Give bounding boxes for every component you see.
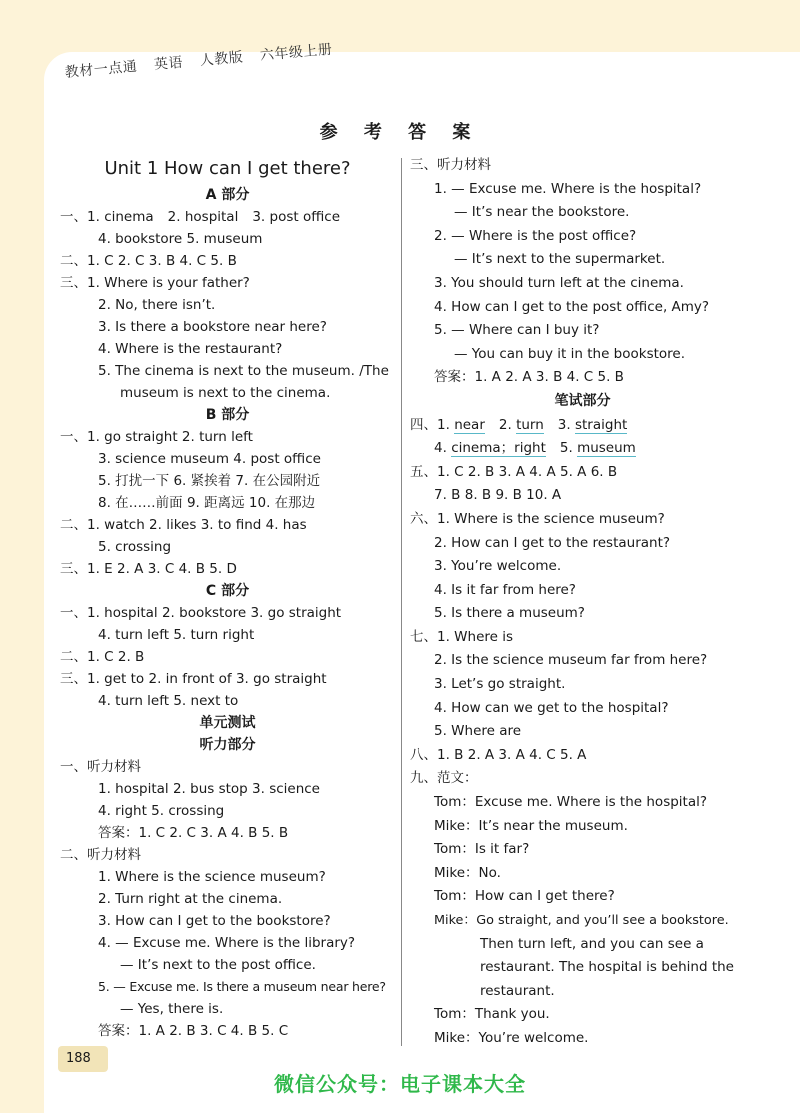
- answer-line: — It’s next to the post office.: [120, 957, 316, 973]
- dialogue-line: Then turn left, and you can see a: [480, 935, 704, 952]
- dialogue-line: Tom：Thank you.: [434, 1006, 550, 1023]
- answer-line: 二、1. C 2. B: [60, 649, 145, 665]
- answer-line: 一、1. hospital 2. bookstore 3. go straight: [60, 605, 342, 621]
- answer-line: 4. Where is the restaurant?: [98, 341, 283, 357]
- answer-line: 7. B 8. B 9. B 10. A: [434, 487, 562, 504]
- answer-line: 一、1. go straight 2. turn left: [60, 429, 253, 445]
- answer-line: 三、1. E 2. A 3. C 4. B 5. D: [60, 561, 237, 577]
- unit-title: Unit 1 How can I get there?: [104, 158, 351, 179]
- answer-line: 二、听力材料: [60, 847, 141, 863]
- answer-line: 答案：1. A 2. A 3. B 4. C 5. B: [434, 369, 624, 386]
- answer-line: 3. You’re welcome.: [434, 558, 562, 575]
- answer-line: 1. hospital 2. bus stop 3. science: [98, 781, 320, 797]
- written-section-heading: 笔试部分: [554, 392, 611, 409]
- page-number: 188: [58, 1046, 108, 1072]
- answer-line: 5. — Excuse me. Is there a museum near here?: [98, 979, 386, 994]
- answer-line: museum is next to the cinema.: [120, 385, 331, 401]
- answer-line: 3. How can I get to the bookstore?: [98, 913, 331, 929]
- answer-line: 3. You should turn left at the cinema.: [434, 274, 684, 291]
- dialogue-line: Mike：No.: [434, 864, 501, 881]
- answer-line: 4. right 5. crossing: [98, 803, 225, 819]
- dialogue-line: Tom：Excuse me. Where is the hospital?: [434, 794, 708, 811]
- column-divider: [401, 158, 402, 1046]
- answer-line: 5. Where are: [434, 723, 522, 740]
- answer-line: 1. — Excuse me. Where is the hospital?: [434, 180, 702, 197]
- answer-line: 答案：1. C 2. C 3. A 4. B 5. B: [98, 825, 289, 841]
- answer-line: — It’s next to the supermarket.: [454, 251, 666, 268]
- answer-line: 4. How can I get to the post office, Amy?: [434, 298, 710, 315]
- unit-test-heading: 单元测试: [199, 715, 256, 731]
- answer-line: 8. 在……前面 9. 距离远 10. 在那边: [98, 495, 316, 511]
- answer-line: 九、范文：: [410, 770, 478, 787]
- watermark: 微信公众号：电子课本大全: [274, 1072, 526, 1096]
- right-column: [410, 154, 755, 1051]
- answer-line: 4. cinema；right 5. museum: [434, 440, 636, 457]
- answer-line: 5. 打扰一下 6. 紧挨着 7. 在公园附近: [98, 473, 321, 489]
- dialogue-line: Tom：How can I get there?: [434, 888, 615, 905]
- answer-line: 5. — Where can I buy it?: [434, 322, 600, 339]
- answer-line: 二、1. C 2. C 3. B 4. C 5. B: [60, 253, 237, 269]
- answer-line: 3. science museum 4. post office: [98, 451, 321, 467]
- answer-line: — Yes, there is.: [120, 1001, 224, 1017]
- answer-line: 三、1. Where is your father?: [60, 275, 250, 291]
- dialogue-line: Mike：It’s near the museum.: [434, 817, 628, 834]
- subject: 英语: [153, 54, 184, 74]
- answer-line: 4. Is it far from here?: [434, 581, 576, 598]
- answer-line: 5. crossing: [98, 539, 172, 555]
- section-a-heading: A 部分: [205, 187, 250, 203]
- answer-line: 4. How can we get to the hospital?: [434, 699, 669, 716]
- dialogue-line: restaurant.: [480, 982, 555, 999]
- answer-line: 5. The cinema is next to the museum. /The: [98, 363, 389, 379]
- answer-line: 四、1. near 2. turn 3. straight: [410, 416, 628, 433]
- section-c-heading: C 部分: [205, 583, 250, 599]
- answer-line: 三、1. get to 2. in front of 3. go straight: [60, 671, 327, 687]
- grade: 六年级上册: [259, 41, 333, 64]
- section-b-heading: B 部分: [205, 407, 250, 423]
- answer-line: 3. Is there a bookstore near here?: [98, 319, 327, 335]
- answer-line: 2. — Where is the post office?: [434, 227, 637, 244]
- answer-line: — You can buy it in the bookstore.: [454, 345, 686, 362]
- dialogue-line: Mike：You’re welcome.: [434, 1029, 589, 1046]
- page-title: 参 考 答 案: [319, 122, 481, 143]
- answer-line: 答案：1. A 2. B 3. C 4. B 5. C: [98, 1023, 289, 1039]
- dialogue-line: restaurant. The hospital is behind the: [480, 959, 734, 976]
- answer-line: 七、1. Where is: [410, 628, 514, 645]
- answer-line: 2. Is the science museum far from here?: [434, 652, 708, 669]
- answer-line: 八、1. B 2. A 3. A 4. C 5. A: [410, 746, 587, 763]
- answer-line: 5. Is there a museum?: [434, 605, 585, 622]
- answer-line: 2. How can I get to the restaurant?: [434, 534, 671, 551]
- answer-line: — It’s near the bookstore.: [454, 204, 630, 221]
- left-column: [60, 154, 395, 1042]
- answer-line: 二、1. watch 2. likes 3. to find 4. has: [60, 517, 307, 533]
- dialogue-line: Mike：Go straight, and you’ll see a bookstore.: [434, 913, 729, 928]
- answer-line: 一、1. cinema 2. hospital 3. post office: [60, 209, 341, 225]
- edition: 人教版: [199, 49, 244, 70]
- answer-line: 三、听力材料: [410, 157, 491, 173]
- listening-heading: 听力部分: [199, 737, 256, 753]
- answer-line: 3. Let’s go straight.: [434, 676, 566, 693]
- answer-line: 1. Where is the science museum?: [98, 869, 326, 885]
- answer-line: 4. bookstore 5. museum: [98, 231, 263, 247]
- answer-line: 2. Turn right at the cinema.: [98, 891, 283, 907]
- answer-line: 4. — Excuse me. Where is the library?: [98, 935, 356, 951]
- answer-line: 4. turn left 5. turn right: [98, 627, 255, 643]
- answer-line: 一、听力材料: [60, 759, 141, 775]
- dialogue-line: Tom：Is it far?: [434, 841, 530, 858]
- answer-line: 2. No, there isn’t.: [98, 297, 216, 313]
- answer-line: 4. turn left 5. next to: [98, 693, 239, 709]
- answer-line: 六、1. Where is the science museum?: [410, 510, 665, 527]
- answer-line: 五、1. C 2. B 3. A 4. A 5. A 6. B: [410, 463, 618, 480]
- series-name: 教材一点通: [64, 58, 138, 81]
